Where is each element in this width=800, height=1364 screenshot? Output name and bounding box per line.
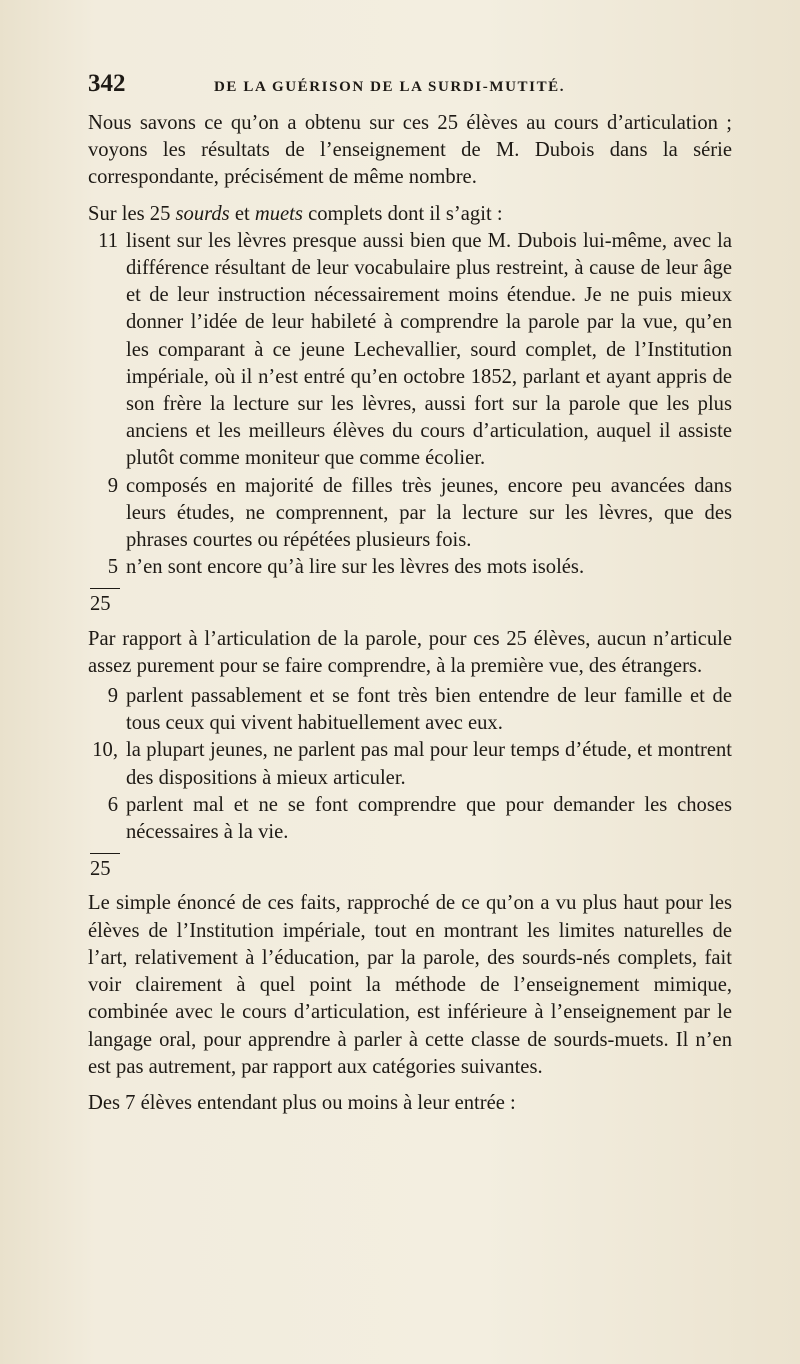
page-header <box>88 70 730 104</box>
sum-rule <box>90 853 120 854</box>
list-item <box>88 473 732 555</box>
list-intro-sourds: sourds <box>175 202 230 225</box>
sum-rule <box>90 588 120 589</box>
lipreading-list <box>88 228 732 582</box>
item-count: 11 <box>98 229 118 252</box>
item-text: n’en sont encore qu’à lire sur les lèvres des mots isolés. <box>126 556 585 579</box>
paragraph-intro: Nous savons ce qu’on a obtenu sur ces 25 élèves au cours d’articulation ; voyons les résultats de l’enseignement de M. Dubois dans la série correspondante, précisément de même nombre. <box>88 112 732 189</box>
paragraph-conclusion: Le simple énoncé de ces faits, rapproché de ce qu’on a vu plus haut pour les élèves de l’Institution impériale, tout en montrant les limites naturelles de l’art, relativement à l’éducation, par la parole, des sourds-nés complets, fait voir clairement à quel point la méthode de l’enseignement mimique, combinée avec le cours d’articulation, est inférieure à l’enseignement par le langage oral, pour apprendre à parler à cette classe de sourds-muets. Il n’en est pas autrement, par rapport aux catégories suivantes. <box>88 892 732 1078</box>
item-text: composés en majorité de filles très jeunes, encore peu avancées dans leurs études, ne comprennent, par la lecture sur les lèvres, que des phrases courtes ou répétées plusieurs fois. <box>126 474 732 552</box>
list-intro-end: complets dont il s’agit : <box>302 202 503 225</box>
sum-total: 25 <box>90 593 111 616</box>
item-count: 6 <box>107 793 118 816</box>
list-item <box>88 554 732 581</box>
paragraph-articulation: Par rapport à l’articulation de la parole, pour ces 25 élèves, aucun n’articule assez purement pour se faire comprendre, à la première vue, des étrangers. <box>88 627 732 677</box>
item-count: 10, <box>92 739 118 762</box>
item-count: 9 <box>107 685 118 708</box>
paragraph-list-intro <box>88 201 732 228</box>
item-text: parlent passablement et se font très bien entendre de leur famille et de tous ceux qui vivent habituellement avec eux. <box>126 685 732 735</box>
item-text: parlent mal et ne se font comprendre que pour demander les choses nécessaires à la vie. <box>126 793 732 844</box>
sum-total: 25 <box>90 858 111 881</box>
list-intro-muets: muets <box>254 202 303 225</box>
page-number: 342 <box>88 70 126 97</box>
articulation-list <box>88 683 732 846</box>
list-item <box>88 792 732 846</box>
list-item <box>88 683 732 737</box>
list-item <box>88 737 732 791</box>
list-intro-mid: et <box>229 202 255 225</box>
list-item <box>88 228 732 473</box>
item-count: 5 <box>107 556 118 579</box>
paragraph-next-category: Des 7 élèves entendant plus ou moins à leur entrée : <box>88 1091 516 1114</box>
list-intro-start: Sur les 25 <box>88 202 176 225</box>
item-text: la plupart jeunes, ne parlent pas mal pour leur temps d’étude, et montrent des dispositions à mieux articuler. <box>126 739 732 789</box>
page-body <box>88 110 732 1117</box>
item-text: lisent sur les lèvres presque aussi bien que M. Dubois lui-même, avec la différence résultant de leur vocabulaire plus restreint, à cause de leur âge et de leur instruction nécessairement moins étendue. Je ne puis mieux donner l’idée de leur habileté à comprendre la parole par la vue, qu’en les comparant à ce jeune Lechevallier, sourd complet, de l’Institution impériale, où il n’est entré qu’en octobre 1852, parlant et ayant appris de son frère la lecture sur les lèvres, aussi fort sur la parole que les plus anciens et les meilleurs élèves du cours d’articulation, auquel il assiste plutôt comme moniteur que comme écolier. <box>126 229 732 470</box>
item-count: 9 <box>107 474 118 497</box>
running-title: DE LA GUÉRISON DE LA SURDI-MUTITÉ. <box>214 79 566 95</box>
